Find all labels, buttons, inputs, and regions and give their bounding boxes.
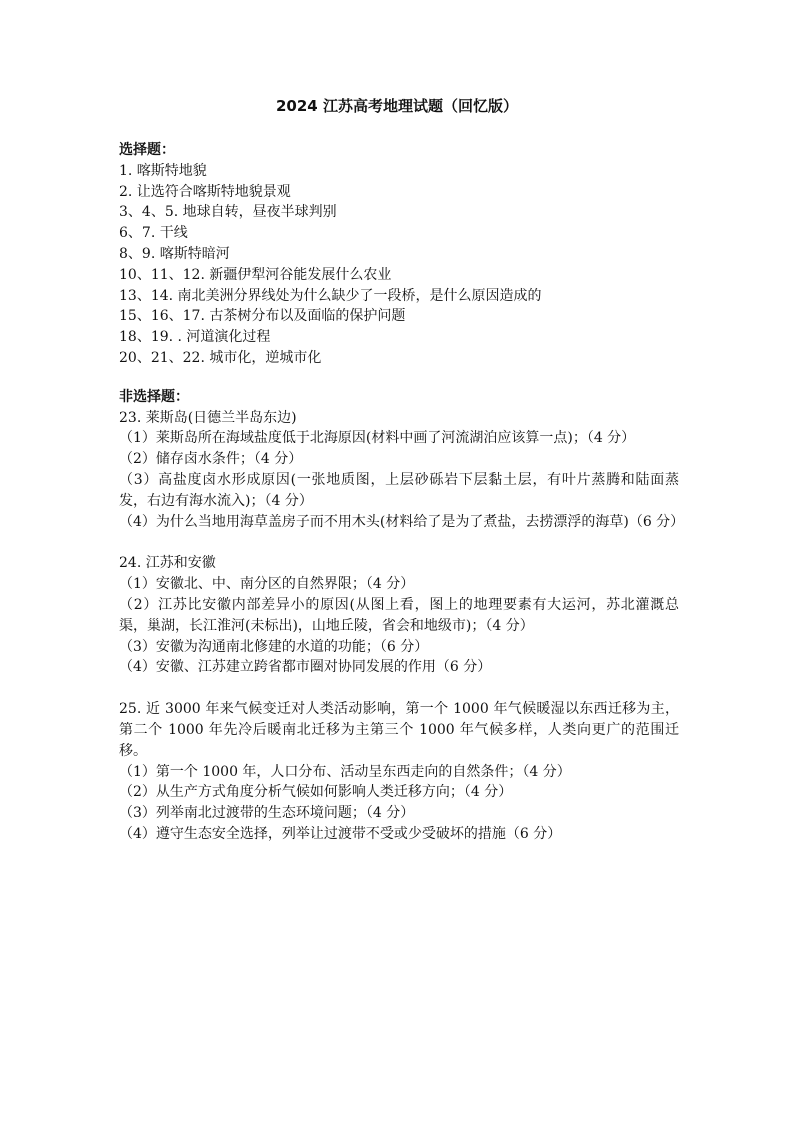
document-body bbox=[119, 140, 685, 845]
question-25-part: （3）列举南北过渡带的生态环境问题；（4 分） bbox=[119, 805, 415, 822]
section-spacer bbox=[119, 369, 679, 387]
choice-item: 1. 喀斯特地貌 bbox=[119, 162, 207, 179]
question-23-title: 23. 莱斯岛(日德兰半岛东边) bbox=[119, 409, 297, 426]
question-23-part: （3）高盐度卤水形成原因(一张地质图，上层砂砾岩下层黏土层，有叶片蒸腾和陆面蒸发，右边有海水流入)；（4 分） bbox=[119, 471, 679, 509]
choice-item: 2. 让选符合喀斯特地貌景观 bbox=[119, 183, 291, 200]
choice-item: 18、19. . 河道演化过程 bbox=[119, 329, 271, 346]
question-23-part: （1）莱斯岛所在海域盐度低于北海原因(材料中画了河流湖泊应该算一点)；（4 分） bbox=[119, 430, 636, 447]
question-25-title: 25. 近 3000 年来气候变迁对人类活动影响，第一个 1000 年气候暖湿以东西迁移为主，第二个 1000 年先冷后暖南北迁移为主第三个 1000 年气候多样，人类向更广的范围迁移。 bbox=[119, 701, 679, 759]
question-24-part: （4）安徽、江苏建立跨省都市圈对协同发展的作用（6 分） bbox=[119, 659, 492, 676]
choice-item: 3、4、5. 地球自转，昼夜半球判别 bbox=[119, 204, 337, 221]
question-spacer bbox=[119, 532, 679, 553]
choice-item: 6、7. 干线 bbox=[119, 225, 188, 242]
choice-item: 15、16、17. 古茶树分布以及面临的保护问题 bbox=[119, 308, 406, 325]
choice-item: 20、21、22. 城市化，逆城市化 bbox=[119, 349, 322, 366]
choice-item: 13、14. 南北美洲分界线处为什么缺少了一段桥，是什么原因造成的 bbox=[119, 287, 542, 304]
question-24-part: （3）安徽为沟通南北修建的水道的功能；（6 分） bbox=[119, 638, 429, 655]
question-24-part: （1）安徽北、中、南分区的自然界限；（4 分） bbox=[119, 576, 415, 593]
question-24-title: 24. 江苏和安徽 bbox=[119, 555, 216, 572]
question-24-part: （2）江苏比安徽内部差异小的原因(从图上看，图上的地理要素有大运河，苏北灌溉总渠，巢湖，长江淮河(未标出)，山地丘陵，省会和地级市)；（4 分） bbox=[119, 596, 679, 634]
question-23-part: （2）储存卤水条件；（4 分） bbox=[119, 451, 303, 468]
question-spacer bbox=[119, 678, 679, 699]
choice-item: 10、11、12. 新疆伊犁河谷能发展什么农业 bbox=[119, 266, 392, 283]
choice-heading: 选择题： bbox=[119, 142, 175, 158]
question-25-part: （1）第一个 1000 年，人口分布、活动呈东西走向的自然条件；（4 分） bbox=[119, 763, 571, 780]
question-25-part: （2）从生产方式角度分析气候如何影响人类迁移方向；（4 分） bbox=[119, 784, 513, 801]
choice-item: 8、9. 喀斯特暗河 bbox=[119, 245, 230, 262]
question-25-part: （4）遵守生态安全选择，列举让过渡带不受或少受破坏的措施（6 分） bbox=[119, 825, 562, 842]
question-23-part: （4）为什么当地用海草盖房子而不用木头(材料给了是为了煮盐，去捞漂浮的海草)（6 分） bbox=[119, 513, 685, 530]
document-title: 2024 江苏高考地理试题（回忆版） bbox=[276, 97, 518, 115]
nonchoice-heading: 非选择题： bbox=[119, 388, 189, 405]
